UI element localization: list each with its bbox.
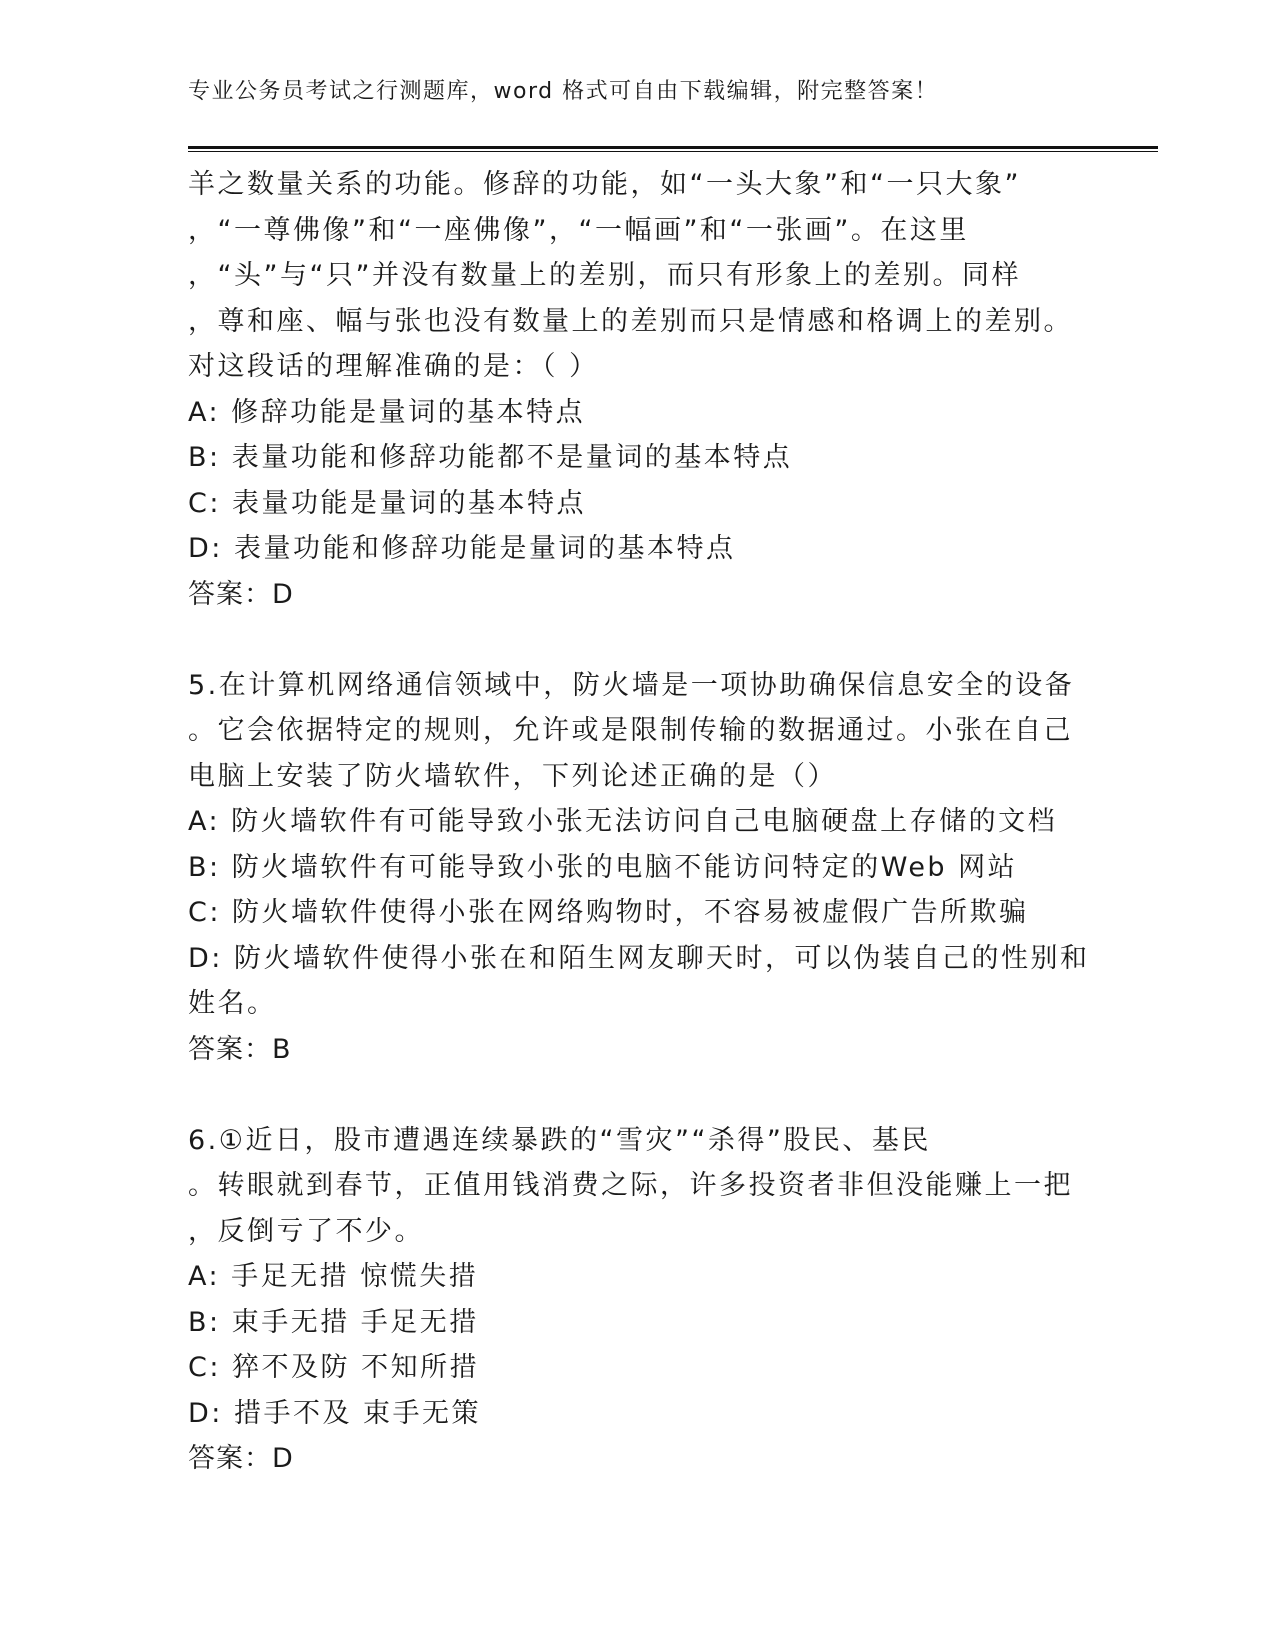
header-divider: [188, 146, 1158, 152]
option-d: D: 表量功能和修辞功能是量词的基本特点: [188, 533, 736, 564]
question-text-line: 5.在计算机网络通信领域中，防火墙是一项协助确保信息安全的设备: [188, 669, 1075, 701]
question-text-line: 羊之数量关系的功能。修辞的功能，如“一头大象”和“一只大象”: [188, 169, 1021, 200]
question-text-line: 。转眼就到春节，正值用钱消费之际，许多投资者非但没能赚上一把: [188, 1170, 1073, 1201]
question-block: [188, 1118, 1158, 1482]
answer-line: 答案：D: [188, 578, 294, 610]
answer-line: 答案：D: [188, 1443, 294, 1474]
option-a: A: 防火墙软件有可能导致小张无法访问自己电脑硬盘上存储的文档: [188, 806, 1058, 837]
option-c: C: 防火墙软件使得小张在网络购物时，不容易被虚假广告所欺骗: [188, 897, 1029, 928]
block-spacer: [188, 1072, 1158, 1118]
option-d-continued: 姓名。: [188, 988, 277, 1019]
option-b: B: 束手无措 手足无措: [188, 1306, 479, 1338]
question-text-line: 电脑上安装了防火墙软件，下列论述正确的是（）: [188, 760, 837, 792]
document-body: [188, 162, 1158, 1482]
question-text-line: ，尊和座、幅与张也没有数量上的差别而只是情感和格调上的差别。: [188, 305, 1073, 337]
question-block: [188, 663, 1158, 1073]
page-header: 专业公务员考试之行测题库，word 格式可自由下载编辑，附完整答案！: [188, 79, 939, 104]
option-c: C: 猝不及防 不知所措: [188, 1352, 480, 1383]
option-d: D: 措手不及 束手无策: [188, 1397, 482, 1429]
question-prompt: 对这段话的理解准确的是：（ ）: [188, 351, 599, 382]
option-c: C: 表量功能是量词的基本特点: [188, 487, 587, 519]
question-text-line: ，“一尊佛像”和“一座佛像”，“一幅画”和“一张画”。在这里: [188, 214, 969, 246]
option-d: D: 防火墙软件使得小张在和陌生网友聊天时，可以伪装自己的性别和: [188, 942, 1090, 974]
option-a: A: 手足无措 惊慌失措: [188, 1261, 479, 1292]
question-text-line: 。它会依据特定的规则，允许或是限制传输的数据通过。小张在自己: [188, 715, 1073, 746]
question-text-line: 6.①近日，股市遭遇连续暴跌的“雪灾”“杀得”股民、基民: [188, 1124, 931, 1156]
question-text-line: ，反倒亏了不少。: [188, 1215, 424, 1247]
question-text-line: ，“头”与“只”并没有数量上的差别，而只有形象上的差别。同样: [188, 260, 1021, 291]
option-b: B: 防火墙软件有可能导致小张的电脑不能访问特定的Web 网站: [188, 851, 1018, 883]
option-b: B: 表量功能和修辞功能都不是量词的基本特点: [188, 442, 793, 473]
answer-line: 答案：B: [188, 1033, 292, 1065]
option-a: A: 修辞功能是量词的基本特点: [188, 396, 586, 428]
block-spacer: [188, 617, 1158, 663]
question-block: [188, 162, 1158, 617]
